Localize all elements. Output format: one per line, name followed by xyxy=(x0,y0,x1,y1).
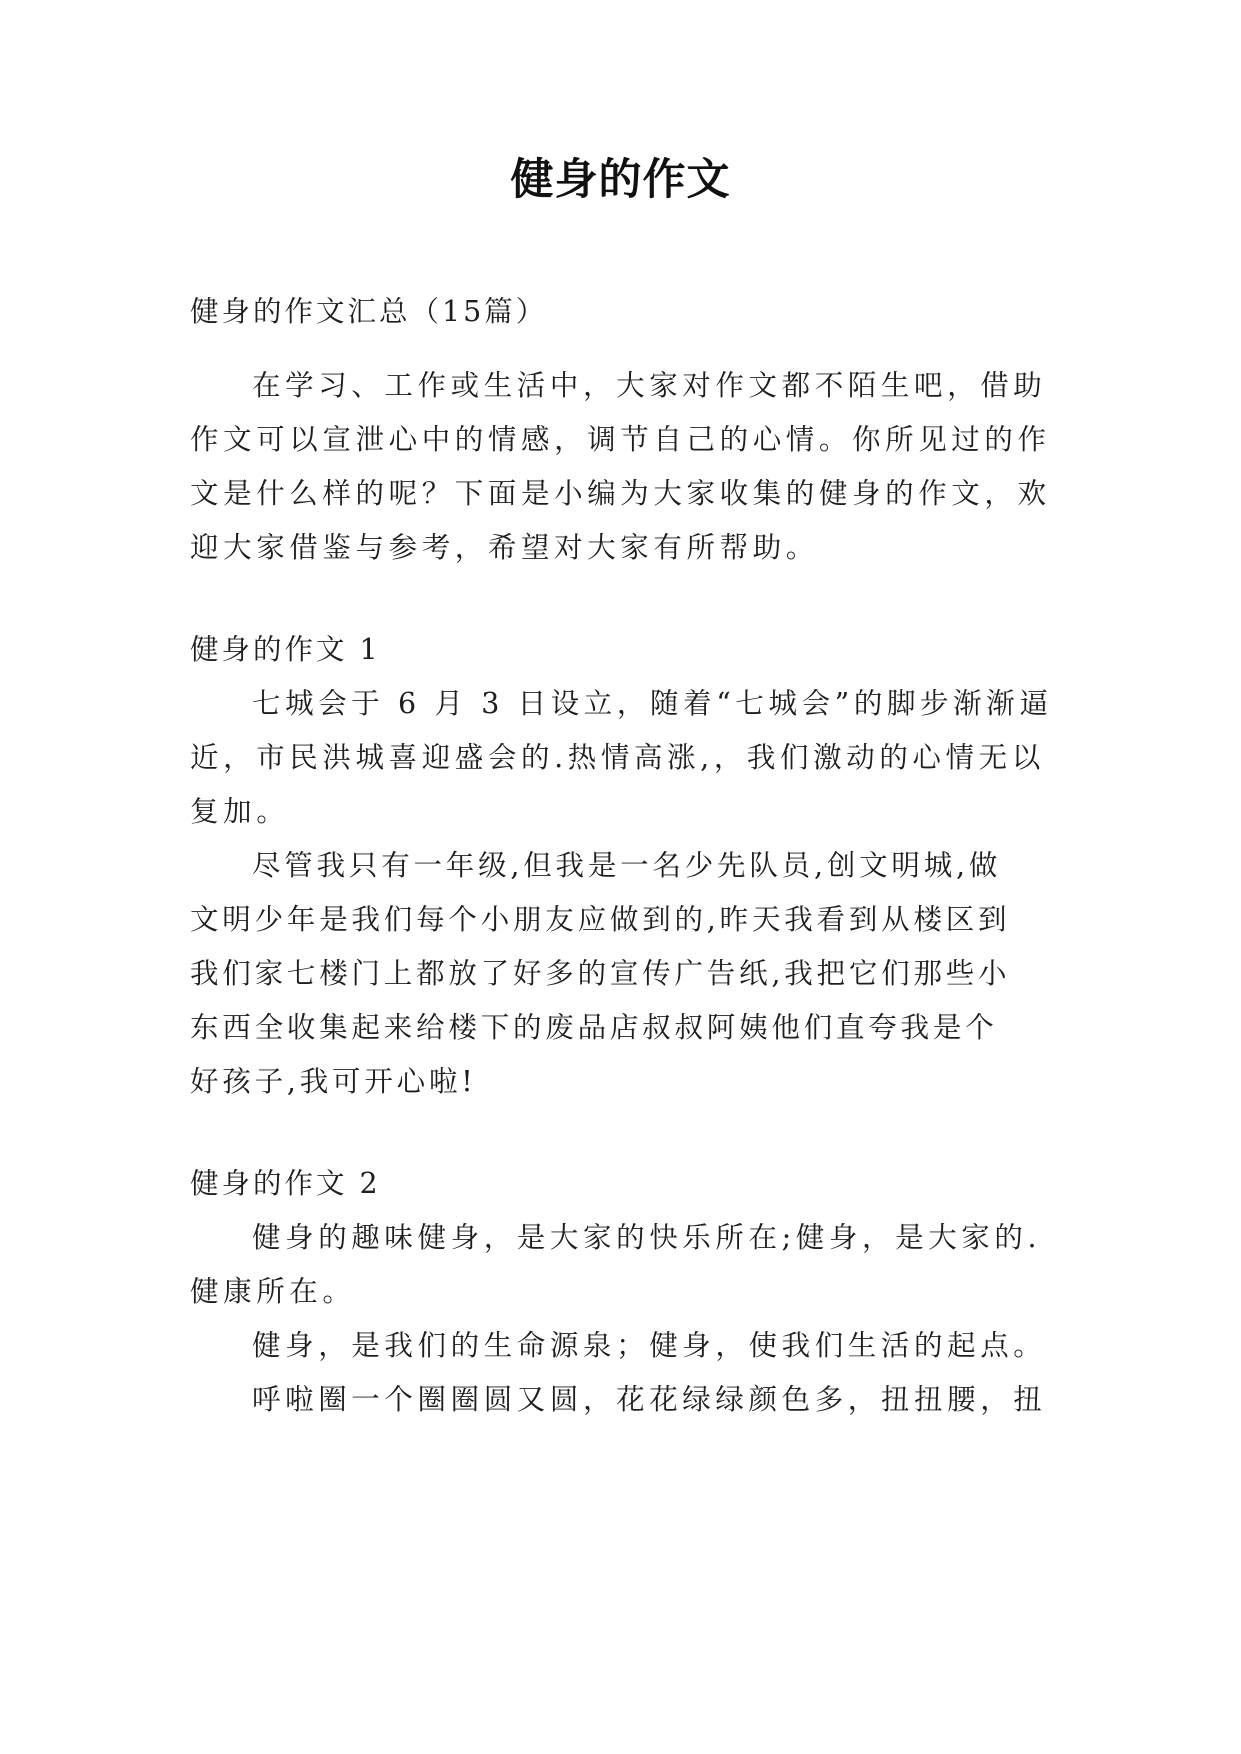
essay2-paragraph1-line: 健康所在。 xyxy=(190,1275,356,1308)
essay1-paragraph2-line: 东西全收集起来给楼下的废品店叔叔阿姨他们直夸我是个 xyxy=(190,1011,998,1044)
essay2-heading: 健身的作文 2 xyxy=(190,1167,381,1200)
essay1-paragraph2-line: 文明少年是我们每个小朋友应做到的,昨天我看到从楼区到 xyxy=(190,903,1011,936)
essay1-paragraph2-line: 我们家七楼门上都放了好多的宣传广告纸,我把它们那些小 xyxy=(190,957,1011,990)
intro-line: 文是什么样的呢？下面是小编为大家收集的健身的作文，欢 xyxy=(190,477,1051,510)
essay2-paragraph3-line: 呼啦圈一个圈圈圆又圆，花花绿绿颜色多，扭扭腰，扭 xyxy=(252,1383,1047,1416)
essay1-paragraph2-line: 好孩子,我可开心啦! xyxy=(190,1065,477,1098)
essay2-paragraph2-line: 健身，是我们的生命源泉；健身，使我们生活的起点。 xyxy=(252,1329,1047,1362)
intro-line: 在学习、工作或生活中，大家对作文都不陌生吧，借助 xyxy=(252,369,1047,402)
intro-line: 迎大家借鉴与参考，希望对大家有所帮助。 xyxy=(190,531,819,564)
essay1-heading: 健身的作文 1 xyxy=(190,633,381,666)
essay1-paragraph2-line: 尽管我只有一年级,但我是一名少先队员,创文明城,做 xyxy=(252,849,1002,882)
essay2-paragraph1-line: 健身的趣味健身，是大家的快乐所在;健身，是大家的. xyxy=(252,1221,1042,1254)
document-title: 健身的作文 xyxy=(510,155,731,205)
essay1-paragraph1-line: 近，市民洪城喜迎盛会的.热情高涨,，我们激动的心情无以 xyxy=(190,741,1045,774)
essay1-paragraph1-line: 七城会于 6 月 3 日设立，随着“七城会”的脚步渐渐逼 xyxy=(252,687,1053,720)
essay1-paragraph1-line: 复加。 xyxy=(190,795,290,828)
intro-line: 作文可以宣泄心中的情感，调节自己的心情。你所见过的作 xyxy=(190,423,1051,456)
document-subtitle: 健身的作文汇总（15篇） xyxy=(190,295,548,328)
